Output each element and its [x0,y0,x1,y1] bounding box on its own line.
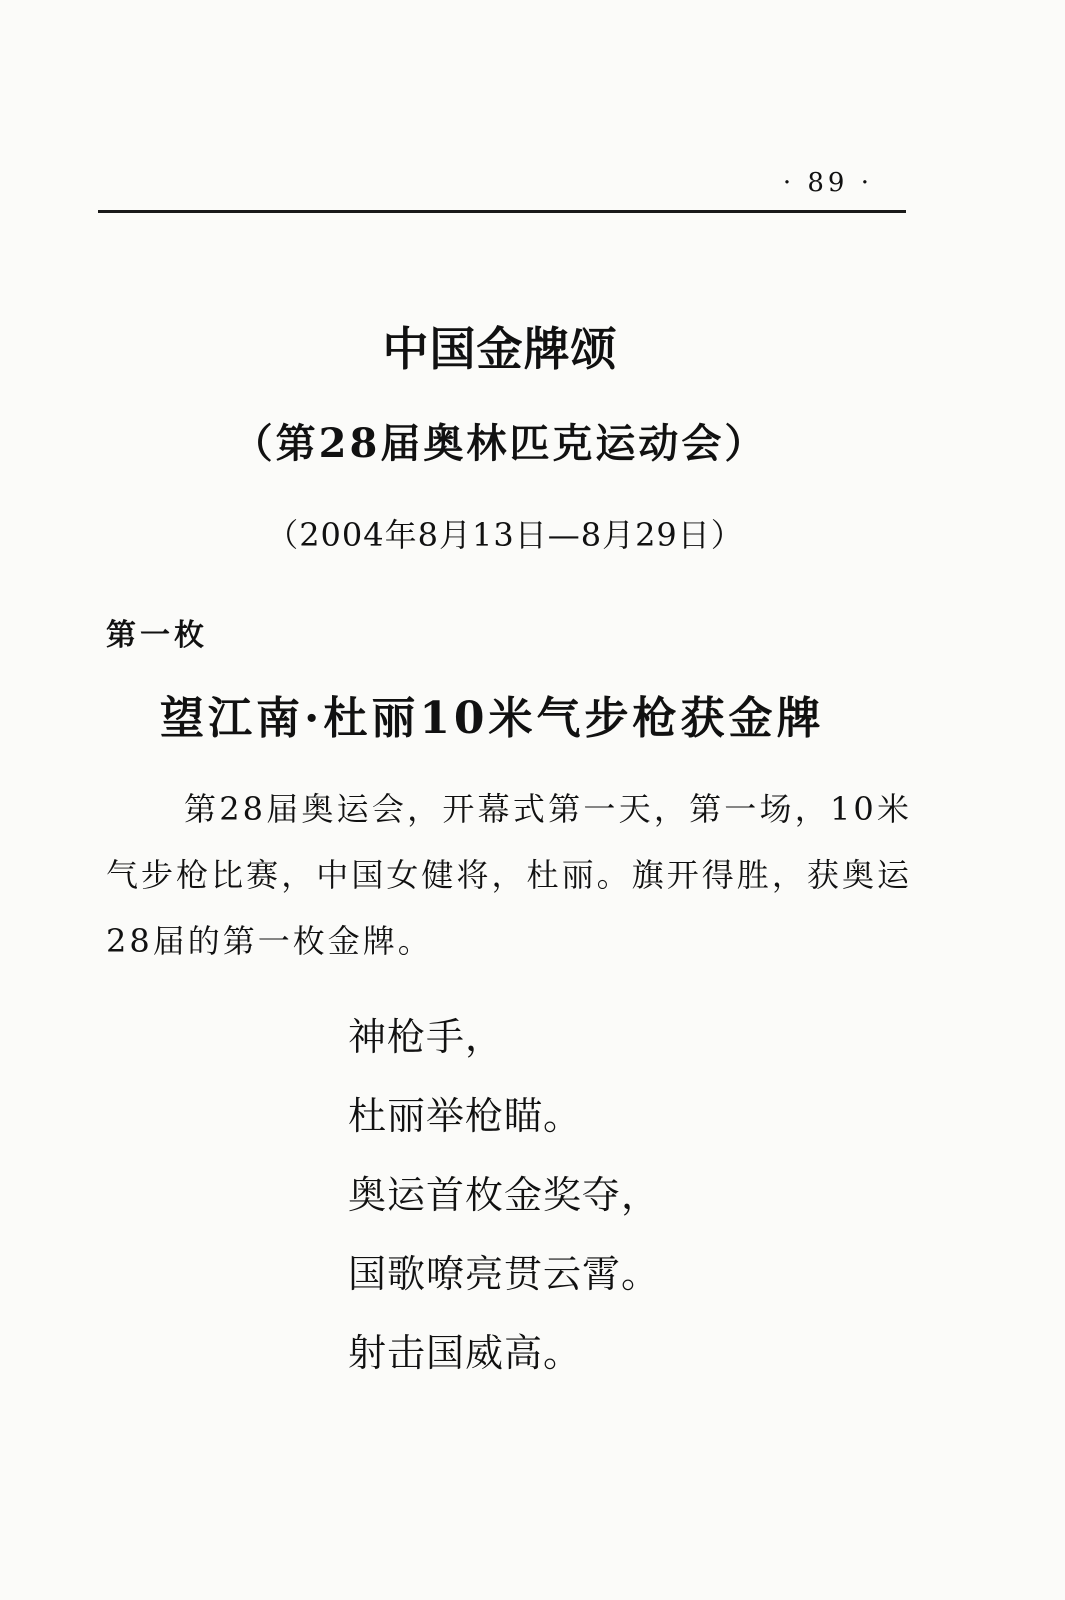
header-rule [98,210,906,213]
poem-line: 奥运首枚金奖夺， [348,1173,661,1217]
poem-title: 望江南·杜丽10米气步枪获金牌 [160,693,825,744]
poem-line: 国歌嘹亮贯云霄。 [348,1252,661,1296]
page-title: 中国金牌颂 [382,322,618,376]
page-subtitle: （第28届奥林匹克运动会） [232,420,768,467]
section-label: 第一枚 [106,618,208,653]
poem-body [348,998,660,1393]
poem-line: 神枪手， [348,1015,505,1059]
intro-paragraph: 第28届奥运会，开幕式第一天，第一场，10米气步枪比赛，中国女健将，杜丽。旗开得胜，获奥运28届的第一枚金牌。 [106,790,912,960]
poem-line: 射击国威高。 [348,1331,583,1375]
page-number: · 89 · [782,168,873,198]
poem-line: 杜丽举枪瞄。 [348,1094,583,1138]
date-range: （2004年8月13日—8月29日） [266,516,744,554]
